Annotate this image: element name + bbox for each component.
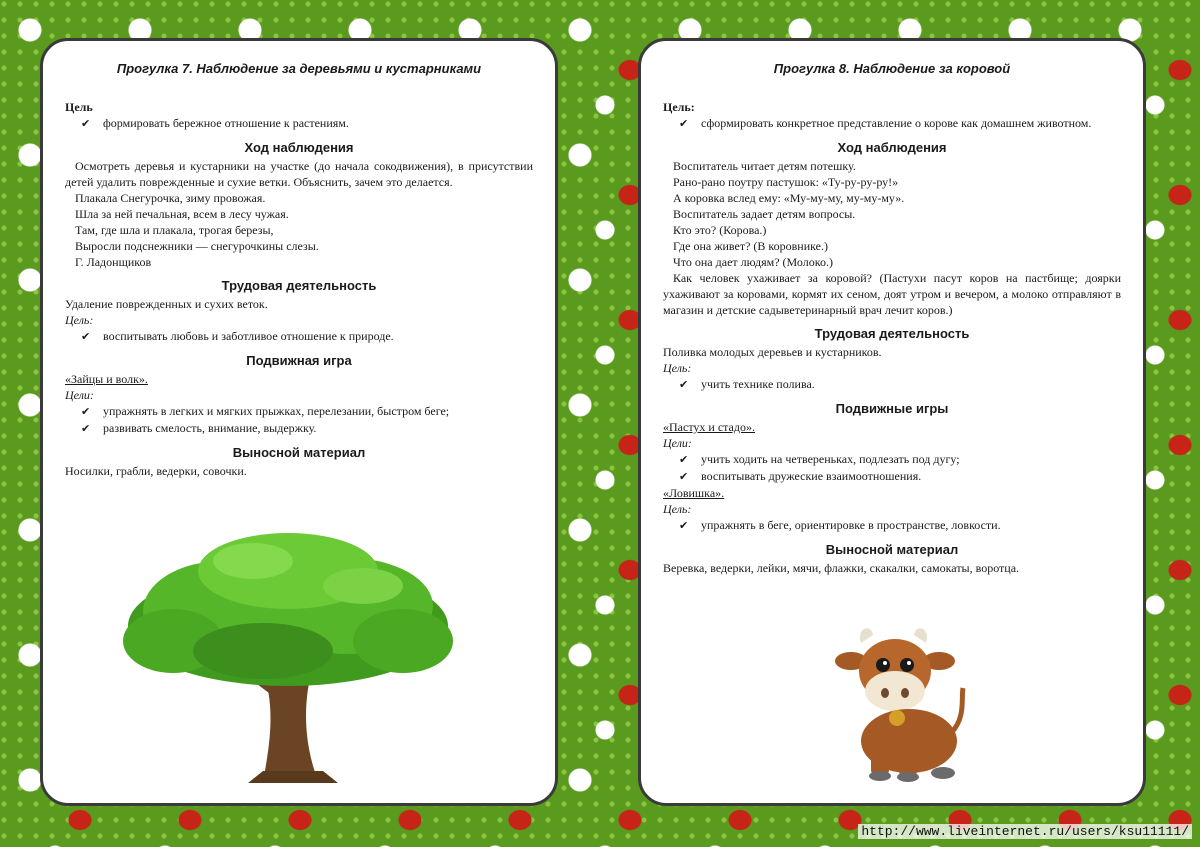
- source-watermark: http://www.liveinternet.ru/users/ksu11111/: [858, 824, 1192, 839]
- poem-line: Выросли подснежники — снегурочкины слезы.: [75, 239, 319, 253]
- right-labor-goal-label: Цель:: [663, 361, 692, 375]
- left-material-heading: Выносной материал: [232, 445, 366, 460]
- left-game-goal-item: ✔ упражнять в легких и мягких прыжках, перелезании, быстром беге;: [65, 403, 533, 420]
- right-goal-label: Цель:: [663, 100, 695, 114]
- left-game-name: «Зайцы и волк».: [65, 372, 148, 386]
- left-game-goal-label: Цели:: [65, 388, 94, 402]
- left-goal-label: Цель: [65, 100, 93, 114]
- cow-illustration: [831, 623, 971, 783]
- poem-line: Шла за ней печальная, всем в лесу чужая.: [75, 207, 289, 221]
- right-labor-goal-item: ✔ учить технике полива.: [663, 376, 1121, 393]
- poem-line: Плакала Снегурочка, зиму провожая.: [75, 191, 266, 205]
- right-obs-line: А коровка вслед ему: «Му-му-му, му-му-му».: [673, 191, 905, 205]
- right-obs-line: Кто это? (Корова.): [673, 223, 767, 237]
- left-labor-goal-label: Цель:: [65, 313, 94, 327]
- left-observation-text: Осмотреть деревья и кустарники на участке (до начала сокодвижения), в присутствии детей удалить поврежденные и сухие ветки. Объяснить, зачем это делается.: [65, 159, 533, 189]
- right-obs-line: Рано-рано поутру пастушок: «Ту-ру-ру-ру!»: [673, 175, 899, 189]
- right-title: Прогулка 8. Наблюдение за коровой: [773, 61, 1011, 76]
- right-game1-name: «Пастух и стадо».: [663, 420, 755, 434]
- right-labor-text: Поливка молодых деревьев и кустарников.: [663, 345, 882, 359]
- right-obs-line: Где она живет? (В коровнике.): [673, 239, 829, 253]
- left-page: [40, 38, 558, 806]
- right-obs-line: Воспитатель читает детям потешку.: [673, 159, 856, 173]
- right-game1-goal-label: Цели:: [663, 436, 692, 450]
- right-game2-goal-item: ✔ упражнять в беге, ориентировке в пространстве, ловкости.: [663, 517, 1121, 534]
- right-game2-goal-label: Цель:: [663, 502, 692, 516]
- right-page: [638, 38, 1146, 806]
- right-game1-goal-item: ✔ учить ходить на четвереньках, подлезать под дугу;: [663, 451, 1121, 468]
- poem-line: Там, где шла и плакала, трогая березы,: [75, 223, 274, 237]
- left-goal-item: ✔ формировать бережное отношение к растениям.: [65, 115, 533, 132]
- left-title: Прогулка 7. Наблюдение за деревьями и кустарниками: [116, 61, 482, 76]
- right-games-heading: Подвижные игры: [835, 401, 949, 416]
- right-game1-goal-item: ✔ воспитывать дружеские взаимоотношения.: [663, 468, 1121, 485]
- left-observation-heading: Ход наблюдения: [244, 140, 354, 155]
- right-labor-heading: Трудовая деятельность: [814, 326, 970, 341]
- left-game-goal-item: ✔ развивать смелость, внимание, выдержку.: [65, 420, 533, 437]
- left-poem: [65, 190, 533, 270]
- right-obs-line: Воспитатель задает детям вопросы.: [673, 207, 856, 221]
- right-observation-heading: Ход наблюдения: [837, 140, 947, 155]
- poem-author: Г. Ладонщиков: [75, 255, 152, 269]
- left-labor-text: Удаление поврежденных и сухих веток.: [65, 297, 268, 311]
- left-labor-goal-item: ✔ воспитывать любовь и заботливое отношение к природе.: [65, 328, 533, 345]
- right-obs-line: Что она дает людям? (Молоко.): [673, 255, 833, 269]
- right-material-text: Веревка, ведерки, лейки, мячи, флажки, скакалки, самокаты, воротца.: [663, 561, 1020, 575]
- tree-illustration: [113, 531, 463, 791]
- left-material-text: Носилки, грабли, ведерки, совочки.: [65, 464, 247, 478]
- right-goal-item: ✔ сформировать конкретное представление о корове как домашнем животном.: [663, 115, 1121, 132]
- right-game2-name: «Ловишка».: [663, 486, 725, 500]
- right-material-heading: Выносной материал: [825, 542, 959, 557]
- left-labor-heading: Трудовая деятельность: [221, 278, 377, 293]
- left-game-heading: Подвижная игра: [246, 353, 352, 368]
- right-obs-paragraph: Как человек ухаживает за коровой? (Пастухи пасут коров на пастбище; доярки ухаживают за коровами, кормят их сеном, доят утром и вечером, а молоко отправляют в магазин и детские садыветеринарный врач лечит коров.): [663, 271, 1121, 317]
